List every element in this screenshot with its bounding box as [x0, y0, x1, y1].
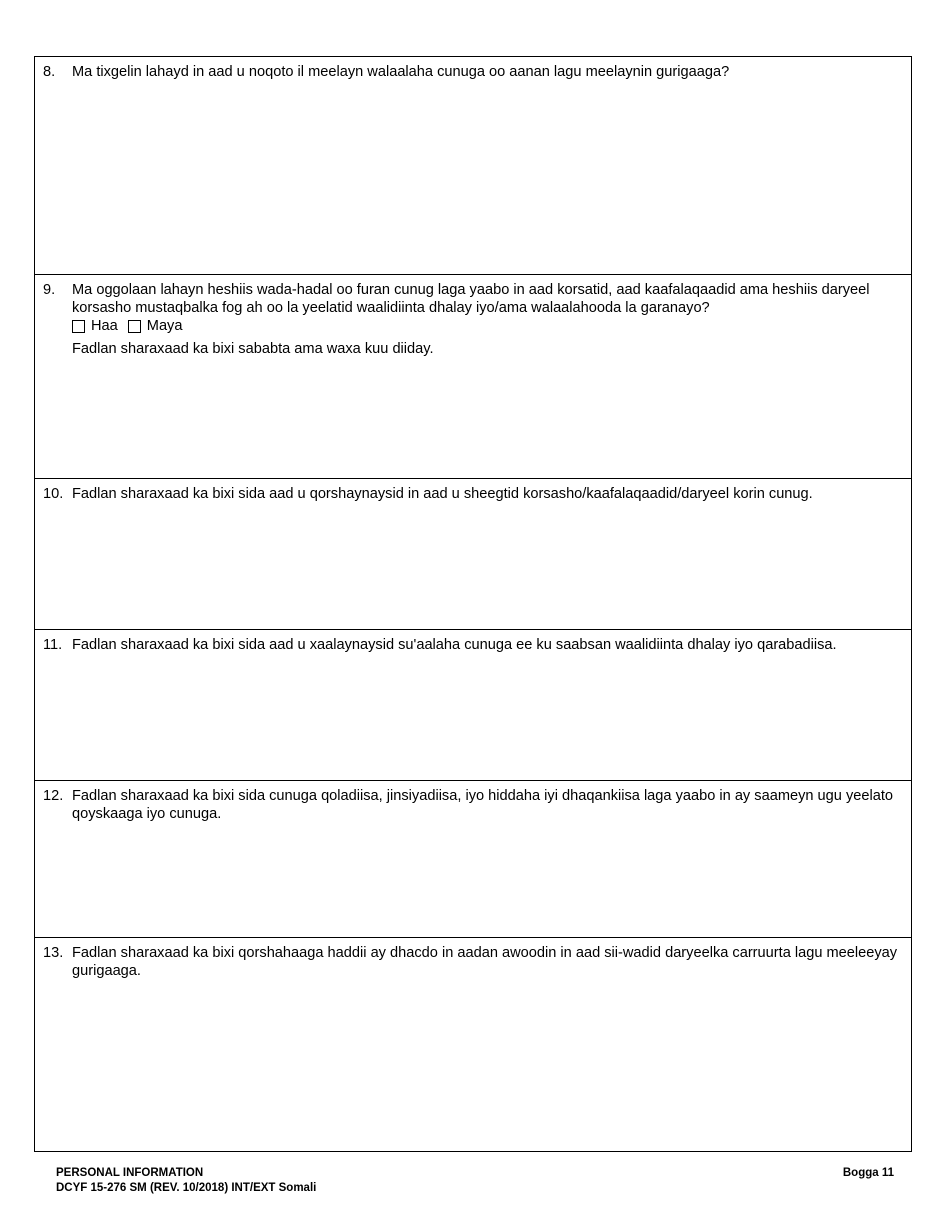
- footer-form-id: DCYF 15-276 SM (REV. 10/2018) INT/EXT Somali: [56, 1182, 317, 1194]
- question-11-cell[interactable]: [35, 630, 911, 781]
- question-9-cell[interactable]: [35, 275, 911, 479]
- question-text: Fadlan sharaxaad ka bixi sida aad u xaalaynaysid su'aalaha cunuga ee ku saabsan waalidiinta dhalay iyo qarabadiisa.: [72, 637, 837, 653]
- question-number: 11.: [43, 637, 63, 653]
- question-number: 8.: [43, 64, 56, 80]
- question-12-cell[interactable]: [35, 781, 911, 938]
- question-text: Ma tixgelin lahayd in aad u noqoto il meelayn walaalaha cunuga oo aanan lagu meelaynin gurigaaga?: [72, 64, 730, 80]
- form-footer: [56, 1166, 316, 1196]
- follow-up-prompt: Fadlan sharaxaad ka bixi sababta ama waxa kuu diiday.: [72, 341, 434, 357]
- page-number: Bogga 11: [842, 1167, 894, 1179]
- no-checkbox[interactable]: [128, 320, 141, 333]
- question-10-cell[interactable]: [35, 479, 911, 630]
- question-13-cell[interactable]: [35, 938, 911, 1151]
- question-text: Fadlan sharaxaad ka bixi qorshahaaga haddii ay dhacdo in aadan awoodin in aad sii-wadid daryeelka carruurta lagu meeleeyay gurigaaga.: [72, 945, 898, 979]
- question-number: 10.: [43, 486, 64, 502]
- questionnaire-form: [34, 56, 912, 1152]
- question-text: Ma oggolaan lahayn heshiis wada-hadal oo furan cunug laga yaabo in aad korsatid, aad kaafalaqaadid ama heshiis daryeel korsasho mustaqbalka fog ah oo la yeelatid waalidiinta dhalay iyo/ama walaalahooda la garanayo?: [72, 282, 870, 316]
- yes-checkbox[interactable]: [72, 320, 85, 333]
- no-label: Maya: [146, 318, 183, 334]
- choice-no[interactable]: [128, 317, 183, 335]
- question-8-cell[interactable]: [35, 57, 911, 275]
- choice-yes[interactable]: [72, 317, 118, 335]
- question-text: Fadlan sharaxaad ka bixi sida cunuga qoladiisa, jinsiyadiisa, iyo hiddaha iyi dhaqankiisa laga yaabo in ay saameyn ugu yeelato qoyskaaga iyo cunuga.: [72, 788, 894, 822]
- question-number: 9.: [43, 282, 56, 298]
- footer-classification: PERSONAL INFORMATION: [56, 1167, 204, 1179]
- yes-no-choices: [72, 317, 903, 335]
- yes-label: Haa: [91, 318, 118, 334]
- question-number: 13.: [43, 945, 64, 961]
- question-number: 12.: [43, 788, 64, 804]
- question-text: Fadlan sharaxaad ka bixi sida aad u qorshaynaysid in aad u sheegtid korsasho/kaafalaqaadid/daryeel korin cunug.: [72, 486, 813, 502]
